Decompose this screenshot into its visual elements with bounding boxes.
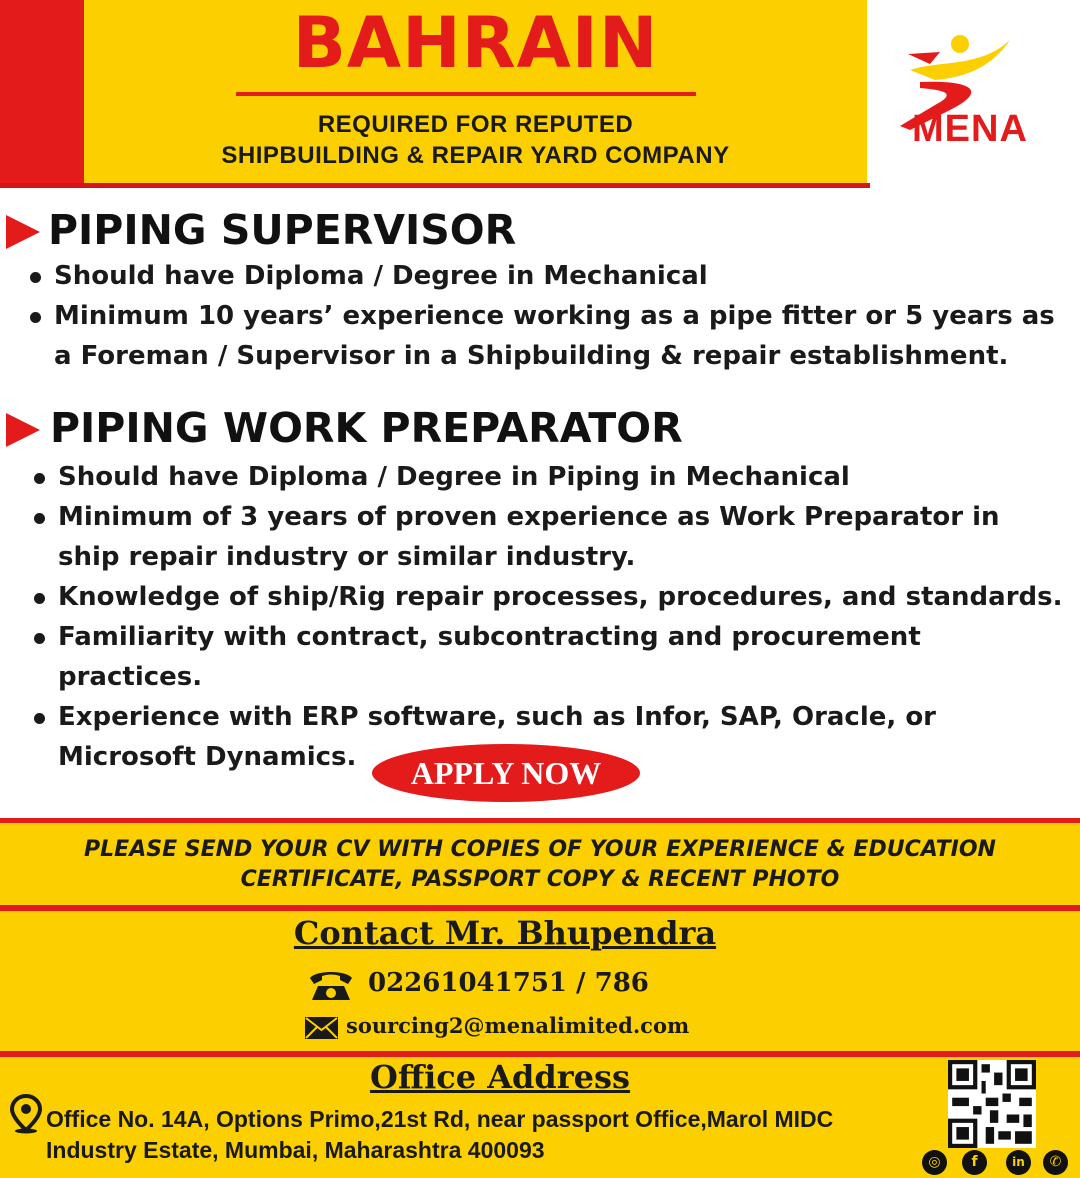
list-item: Experience with ERP software, such as Infor, SAP, Oracle, or Microsoft Dynamics. xyxy=(34,697,1064,777)
telephone-icon xyxy=(306,968,356,1002)
office-heading: Office Address xyxy=(369,1058,631,1096)
list-item: Knowledge of ship/Rig repair processes, procedures, and standards. xyxy=(34,577,1064,617)
job-arrow-icon xyxy=(6,215,40,249)
linkedin-icon[interactable]: in xyxy=(1006,1150,1031,1175)
job-2-requirements xyxy=(34,457,1064,777)
header-subtitle-line2: SHIPBUILDING & REPAIR YARD COMPANY xyxy=(221,142,730,169)
office-address xyxy=(46,1104,946,1166)
job-1-requirements xyxy=(30,256,1075,376)
list-item: Minimum 10 years’ experience working as a pipe fitter or 5 years as a Foreman / Supervisor in a Shipbuilding & repair establishment. xyxy=(30,296,1075,376)
qr-code-icon[interactable] xyxy=(948,1060,1036,1148)
header-subtitle-line1: REQUIRED FOR REPUTED xyxy=(317,111,634,138)
list-item: Should have Diploma / Degree in Mechanical xyxy=(30,256,1075,296)
mail-icon xyxy=(304,1016,339,1040)
cv-note-line1: PLEASE SEND YOUR CV WITH COPIES OF YOUR EXPERIENCE & EDUCATION xyxy=(84,837,996,862)
logo-text: MENA xyxy=(912,108,1028,150)
list-item: Minimum of 3 years of proven experience as Work Preparator in ship repair industry or similar industry. xyxy=(34,497,1064,577)
contact-phone[interactable]: 02261041751 / 786 xyxy=(368,968,649,998)
contact-email[interactable]: sourcing2@menalimited.com xyxy=(346,1013,690,1038)
instagram-icon[interactable]: ◎ xyxy=(922,1150,947,1175)
country-title-rule xyxy=(236,92,696,96)
list-item: Familiarity with contract, subcontracting and procurement practices. xyxy=(34,617,1064,697)
header-red-block xyxy=(0,0,84,186)
list-item: Should have Diploma / Degree in Piping in Mechanical xyxy=(34,457,1064,497)
address-line1: Office No. 14A, Options Primo,21st Rd, near passport Office,Marol MIDC xyxy=(46,1106,834,1132)
apply-now-button[interactable]: APPLY NOW xyxy=(372,744,640,802)
cv-note-band xyxy=(0,823,1080,905)
country-title: BAHRAIN xyxy=(292,2,659,84)
address-line2: Industry Estate, Mumbai, Maharashtra 400093 xyxy=(46,1137,545,1163)
whatsapp-icon[interactable]: ✆ xyxy=(1043,1150,1068,1175)
job-arrow-icon xyxy=(6,413,40,447)
facebook-icon[interactable]: f xyxy=(962,1150,987,1175)
cv-note-line2: CERTIFICATE, PASSPORT COPY & RECENT PHOTO xyxy=(240,867,840,892)
header-underline xyxy=(0,183,870,188)
location-pin-icon xyxy=(10,1094,42,1134)
job-title-2: PIPING WORK PREPARATOR xyxy=(50,404,683,452)
contact-heading: Contact Mr. Bhupendra xyxy=(293,914,717,952)
job-title-1: PIPING SUPERVISOR xyxy=(48,206,517,254)
